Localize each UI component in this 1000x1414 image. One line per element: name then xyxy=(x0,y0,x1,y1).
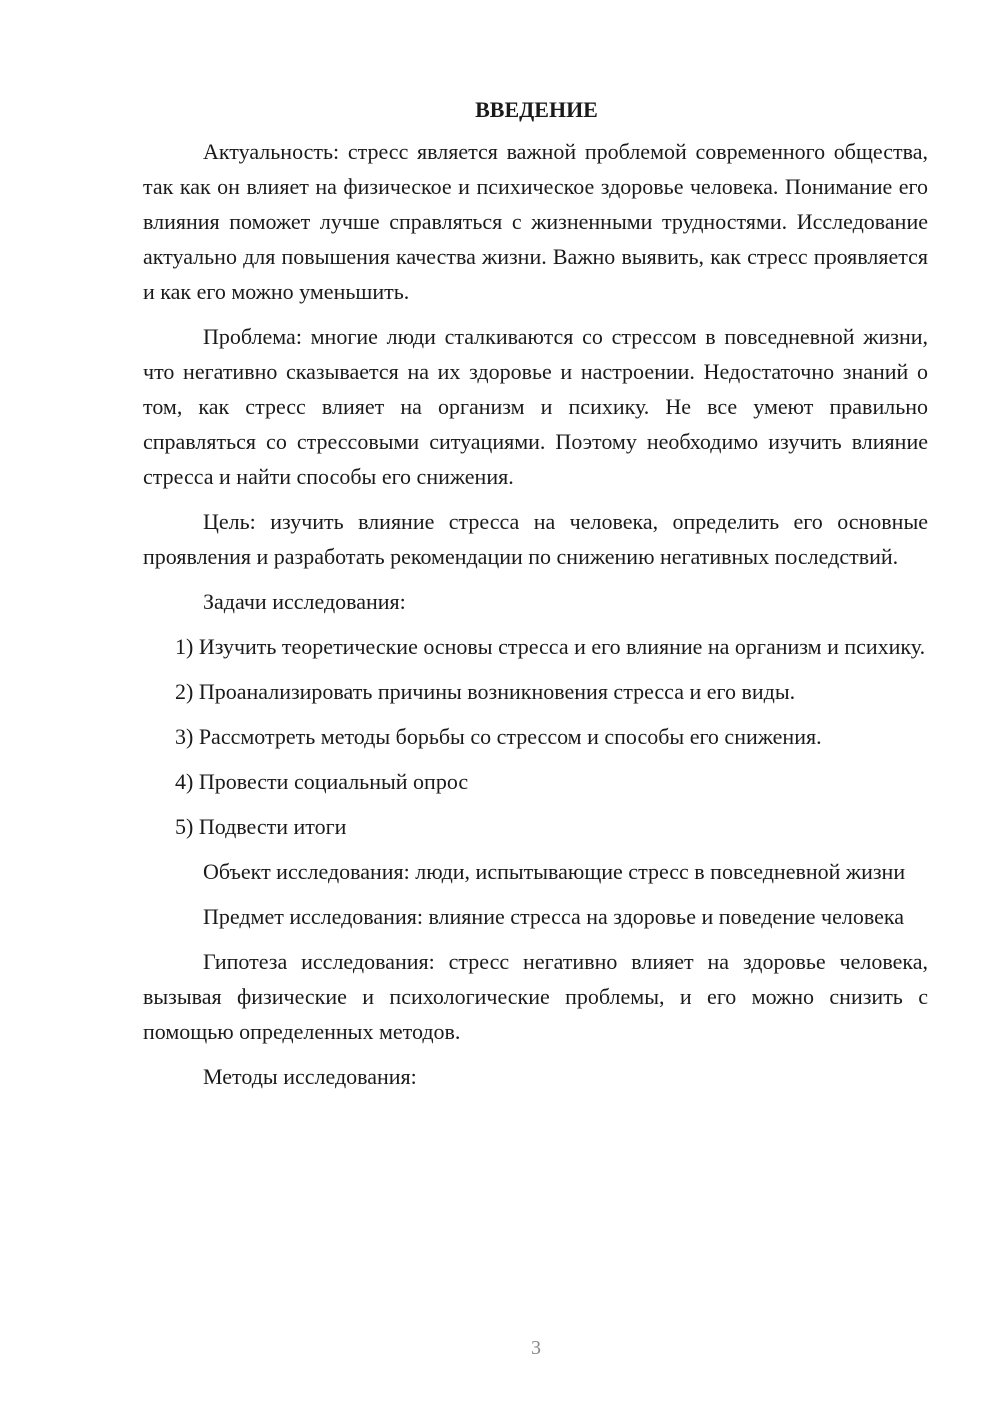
page-number: 3 xyxy=(531,1337,541,1359)
paragraph-hypothesis: Гипотеза исследования: стресс негативно влияет на здоровье человека, вызывая физические и психологические проблемы, и его можно снизить с помощью определенных методов. xyxy=(143,949,928,1044)
tasks-list xyxy=(143,629,928,844)
task-item: 4) Провести социальный опрос xyxy=(175,769,469,794)
paragraph-relevance: Актуальность: стресс является важной проблемой современного общества, так как он влияет на физическое и психическое здоровье человека. Понимание его влияния поможет лучше справляться с жизненными трудностями. Исследование актуально для повышения качества жизни. Важно выявить, как стресс проявляется и как его можно уменьшить. xyxy=(143,139,928,304)
paragraph-problem: Проблема: многие люди сталкиваются со стрессом в повседневной жизни, что негативно сказывается на их здоровье и настроении. Недостаточно знаний о том, как стресс влияет на организм и психику. Не все умеют правильно справляться со стрессовыми ситуациями. Поэтому необходимо изучить влияние стресса и найти способы его снижения. xyxy=(143,324,928,489)
methods-heading: Методы исследования: xyxy=(203,1064,417,1089)
paragraph-goal: Цель: изучить влияние стресса на человека, определить его основные проявления и разработать рекомендации по снижению негативных последствий. xyxy=(143,509,928,569)
tasks-heading: Задачи исследования: xyxy=(203,589,406,614)
task-item: 5) Подвести итоги xyxy=(175,814,347,839)
page-content xyxy=(143,92,928,1104)
task-item: 1) Изучить теоретические основы стресса и его влияние на организм и психику. xyxy=(175,634,926,659)
task-item: 3) Рассмотреть методы борьбы со стрессом и способы его снижения. xyxy=(175,724,822,749)
paragraph-subject: Предмет исследования: влияние стресса на здоровье и поведение человека xyxy=(203,904,904,929)
page-title: ВВЕДЕНИЕ xyxy=(475,97,598,122)
paragraph-object: Объект исследования: люди, испытывающие стресс в повседневной жизни xyxy=(203,859,906,884)
task-item: 2) Проанализировать причины возникновения стресса и его виды. xyxy=(175,679,796,704)
